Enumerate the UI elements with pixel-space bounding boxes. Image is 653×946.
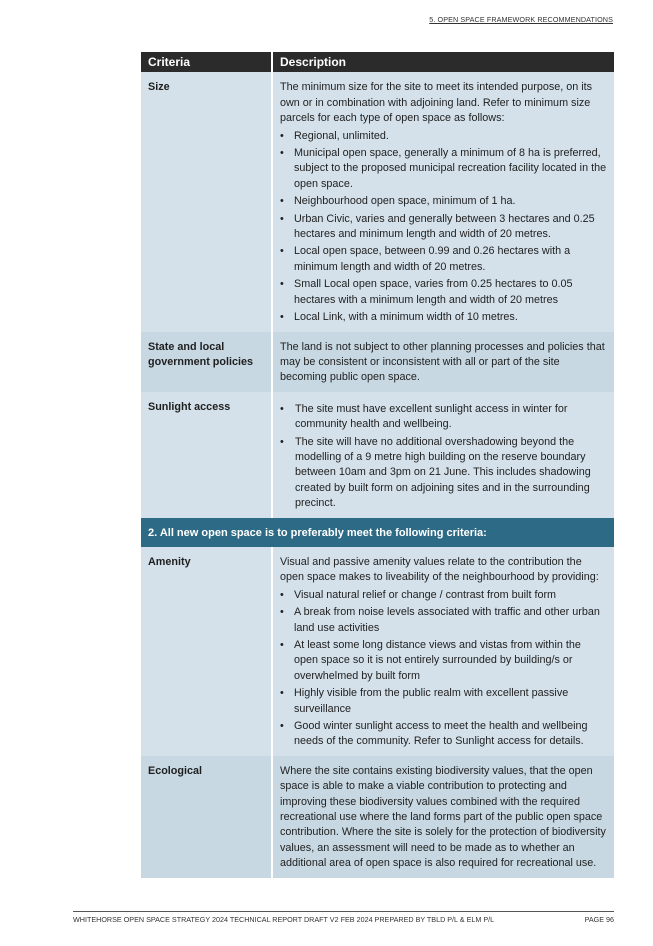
description-text: The land is not subject to other planning processes and policies that may be consistent or inconsistent with all or part of the site becoming public open space. [280, 340, 605, 384]
criteria-column-header: Criteria [141, 52, 273, 72]
page-number: PAGE 96 [584, 915, 614, 924]
bullet-list [280, 129, 607, 326]
list-item: • Urban Civic, varies and generally between 3 hectares and 0.25 hectares and minimum length and width of 20 metres. [280, 212, 607, 243]
criteria-label: State and local government policies [141, 332, 273, 392]
criteria-description [273, 547, 614, 756]
section-heading: 2. All new open space is to preferably meet the following criteria: [141, 518, 614, 547]
list-item: • The site will have no additional overshadowing beyond the modelling of a 9 metre high building on the reserve boundary between 10am and 3pm on 21 June. This includes shadowing created by built form on adjoining sites and in the surrounding precinct. [280, 435, 607, 512]
table-row-policies [141, 332, 614, 392]
footer-document-info: WHITEHORSE OPEN SPACE STRATEGY 2024 TECHNICAL REPORT DRAFT V2 FEB 2024 PREPARED BY TBLD P/L & ELM P/L [73, 915, 495, 924]
list-item: • Highly visible from the public realm with excellent passive surveillance [280, 686, 607, 717]
list-item: • Neighbourhood open space, minimum of 1 ha. [280, 194, 607, 209]
description-text: Visual and passive amenity values relate to the contribution the open space makes to liveability of the neighbourhood by providing: [280, 555, 599, 584]
list-item: • At least some long distance views and vistas from within the open space so it is not entirely surrounded by building/s or overwhelmed by built form [280, 638, 607, 684]
criteria-label: Amenity [141, 547, 273, 756]
criteria-description [273, 332, 614, 392]
criteria-description [273, 392, 614, 518]
bullet-list [280, 588, 607, 750]
description-column-header: Description [273, 52, 614, 72]
bullet-list [280, 402, 607, 512]
criteria-description [273, 72, 614, 331]
criteria-label: Size [141, 72, 273, 331]
footer-divider [73, 911, 614, 912]
table-row-amenity [141, 547, 614, 756]
section-header-row [141, 518, 614, 547]
list-item: • Local open space, between 0.99 and 0.26 hectares with a minimum length and width of 20 metres. [280, 244, 607, 275]
table-row-sunlight [141, 392, 614, 518]
list-item: • Municipal open space, generally a minimum of 8 ha is preferred, subject to the proposed municipal recreation facility located in the open space. [280, 146, 607, 192]
criteria-label: Ecological [141, 756, 273, 878]
criteria-label: Sunlight access [141, 392, 273, 518]
list-item: • Visual natural relief or change / contrast from built form [280, 588, 607, 603]
list-item: • A break from noise levels associated with traffic and other urban land use activities [280, 605, 607, 636]
table-header-row [141, 52, 614, 72]
criteria-description [273, 756, 614, 878]
list-item: • Regional, unlimited. [280, 129, 607, 144]
list-item: • The site must have excellent sunlight access in winter for community health and wellbeing. [280, 402, 607, 433]
running-header: 5. OPEN SPACE FRAMEWORK RECOMMENDATIONS [429, 15, 613, 24]
table-row-size [141, 72, 614, 331]
list-item: • Good winter sunlight access to meet the health and wellbeing needs of the community. Refer to Sunlight access for details. [280, 719, 607, 750]
criteria-table [141, 52, 614, 878]
description-text: Where the site contains existing biodiversity values, that the open space is able to make a viable contribution to protecting and improving these biodiversity values combined with the required recreational use where the land forms part of the public open space contribution. Where the site is solely for the protection of biodiversity values, an assessment will need to be made as to whether an additional area of open space is also required for recreational use. [280, 764, 606, 870]
table-row-ecological [141, 756, 614, 878]
description-text: The minimum size for the site to meet its intended purpose, on its own or in combination with adjoining land. Refer to minimum size parcels for each type of open space as follows: [280, 81, 593, 125]
list-item: • Small Local open space, varies from 0.25 hectares to 0.05 hectares with a minimum length and width of 20 metres [280, 277, 607, 308]
list-item: • Local Link, with a minimum width of 10 metres. [280, 310, 607, 325]
